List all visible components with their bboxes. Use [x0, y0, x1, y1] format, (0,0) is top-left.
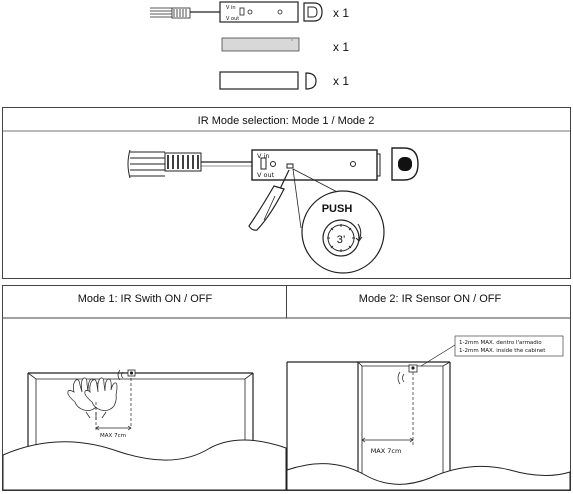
mode-panels	[3, 286, 571, 491]
diffuser-part	[222, 38, 299, 51]
mode1-title: Mode 1: IR Swith ON / OFF	[77, 293, 213, 305]
mode2-note-en: 1-2mm MAX. inside the cabinet	[459, 348, 546, 354]
panel-vin-label: V in	[257, 152, 270, 160]
sensor-module-part	[150, 2, 322, 22]
push-label: PUSH	[321, 203, 353, 215]
mode1-distance-label: MAX 7cm	[100, 433, 126, 439]
profile-part	[220, 72, 316, 89]
timer-label: 3’	[336, 234, 346, 246]
mode2-distance-label: MAX 7cm	[370, 447, 402, 455]
push-detail	[302, 191, 384, 273]
parts-list	[150, 2, 349, 89]
panel-vout-label: V out	[257, 171, 275, 179]
mode-button	[287, 164, 293, 168]
end-cap	[392, 148, 418, 180]
ir-mode-title: IR Mode selection: Mode 1 / Mode 2	[197, 115, 375, 127]
quantity-label-2: x 1	[333, 40, 350, 54]
ir-mode-panel	[3, 108, 571, 279]
mode2-note-it: 1-2mm MAX. dentro l'armadio	[459, 340, 542, 346]
quantity-label-3: x 1	[333, 74, 350, 88]
sensor-vout-label: V out	[226, 16, 240, 22]
quantity-label-1: x 1	[333, 6, 350, 20]
sensor-body	[252, 150, 380, 180]
mode2-title: Mode 2: IR Sensor ON / OFF	[358, 293, 502, 305]
sensor-vin-label: V in	[226, 5, 236, 11]
